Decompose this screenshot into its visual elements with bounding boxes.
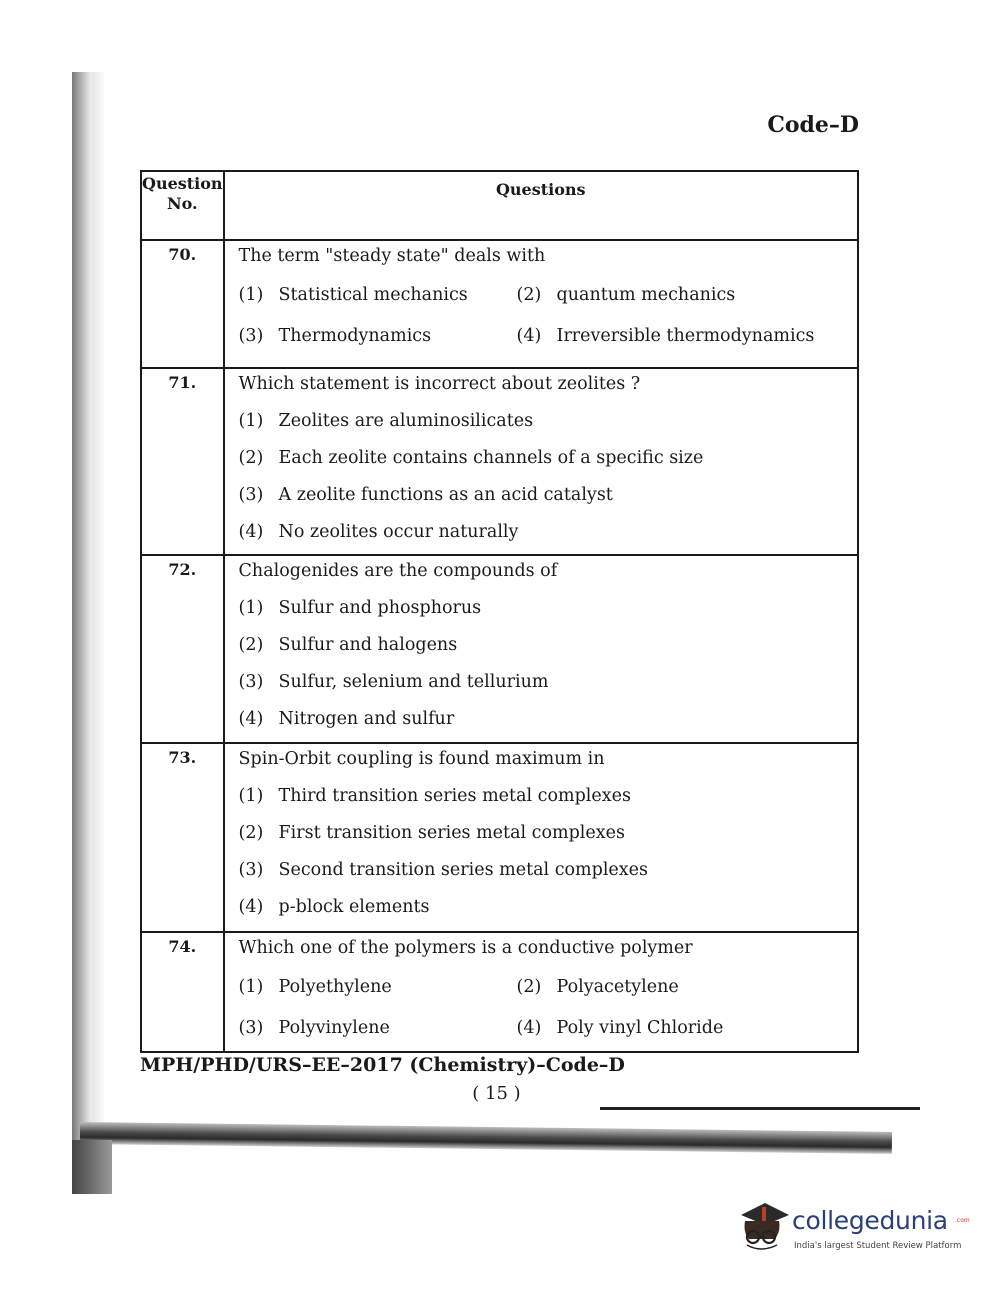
option-text: Zeolites are aluminosilicates [278,410,534,431]
option-index: (1) [238,785,264,806]
questions-table [140,170,859,1053]
option-index: (2) [238,634,264,655]
option-row [239,274,857,315]
option [239,476,857,513]
option [239,977,517,997]
option [239,326,517,346]
option-text: Sulfur and phosphorus [278,597,482,618]
question-number: 70. [141,240,224,368]
question-row [141,932,858,1052]
question-body [224,743,858,932]
option-index: (1) [238,976,264,997]
option-text: Poly vinyl Chloride [556,1017,724,1038]
option-index: (1) [238,597,264,618]
option-index: (3) [238,671,264,692]
option [239,700,857,737]
option-text: A zeolite functions as an acid catalyst [278,484,613,505]
question-body [224,368,858,555]
option [239,285,517,305]
option [239,851,857,888]
option-row [239,315,857,356]
question-body [224,240,858,368]
option-text: Each zeolite contains channels of a specific size [278,447,704,468]
option-index: (2) [238,447,264,468]
student-mascot-icon [735,1197,793,1255]
option [239,513,857,550]
option-index: (3) [238,325,264,346]
option-index: (2) [516,284,542,305]
scan-shadow-edge-light [92,72,104,1122]
option-index: (3) [238,1017,264,1038]
question-row [141,555,858,743]
option [517,285,736,305]
option-row [239,1007,857,1048]
option-row [239,966,857,1007]
option-index: (4) [238,896,264,917]
option [239,888,857,925]
question-row [141,743,858,932]
option-text: Polyethylene [278,976,392,997]
question-stem: Spin-Orbit coupling is found maximum in [238,749,605,769]
scan-bottom-band [80,1122,892,1154]
option-index: (2) [238,822,264,843]
option-index: (4) [238,521,264,542]
option-text: Irreversible thermodynamics [556,325,815,346]
option [239,663,857,700]
option-index: (4) [516,1017,542,1038]
option-text: No zeolites occur naturally [278,521,519,542]
option [517,1018,724,1038]
option-text: First transition series metal complexes [278,822,625,843]
option [517,977,679,997]
question-number: 72. [141,555,224,743]
option-index: (3) [238,859,264,880]
option-text: p-block elements [278,896,430,917]
option-text: Sulfur and halogens [278,634,458,655]
option-index: (1) [238,410,264,431]
brand-domain: .com [955,1217,970,1224]
questions-column-header: Questions [224,171,858,240]
option-text: Second transition series metal complexes [278,859,648,880]
option [239,626,857,663]
option [239,1018,517,1038]
question-stem: Chalogenides are the compounds of [238,561,558,581]
question-stem: The term "steady state" deals with [238,246,546,266]
option [239,402,857,439]
question-stem: Which one of the polymers is a conductive polymer [238,938,693,958]
brand-name: collegedunia [792,1206,948,1235]
option-text: Statistical mechanics [278,284,468,305]
option [239,777,857,814]
option-text: Polyacetylene [556,976,679,997]
question-number: 71. [141,368,224,555]
question-number: 73. [141,743,224,932]
question-no-column-header: Question No. [141,171,224,240]
option [239,814,857,851]
option-text: Sulfur, selenium and tellurium [278,671,549,692]
scan-bottom-line [600,1107,920,1110]
option-text: Thermodynamics [278,325,432,346]
option [239,589,857,626]
question-body [224,932,858,1052]
option-text: Third transition series metal complexes [278,785,631,806]
question-number: 74. [141,932,224,1052]
question-row [141,368,858,555]
exam-footer: MPH/PHD/URS–EE–2017 (Chemistry)–Code–D [140,1054,625,1076]
page-number: ( 15 ) [472,1083,521,1104]
paper-code-header: Code–D [767,112,859,138]
option-text: Polyvinylene [278,1017,390,1038]
option-text: Nitrogen and sulfur [278,708,455,729]
collegedunia-watermark [735,1195,970,1265]
option [517,326,815,346]
question-row [141,240,858,368]
brand-tagline: India's largest Student Review Platform [794,1241,962,1251]
question-stem: Which statement is incorrect about zeolites ? [238,374,641,394]
option-text: quantum mechanics [556,284,736,305]
question-body [224,555,858,743]
option-index: (1) [238,284,264,305]
table-header-row [141,171,858,240]
option-index: (4) [516,325,542,346]
option-index: (4) [238,708,264,729]
scan-corner-shadow [72,1140,112,1194]
scan-shadow-edge [72,72,92,1194]
option-index: (2) [516,976,542,997]
option-index: (3) [238,484,264,505]
option [239,439,857,476]
